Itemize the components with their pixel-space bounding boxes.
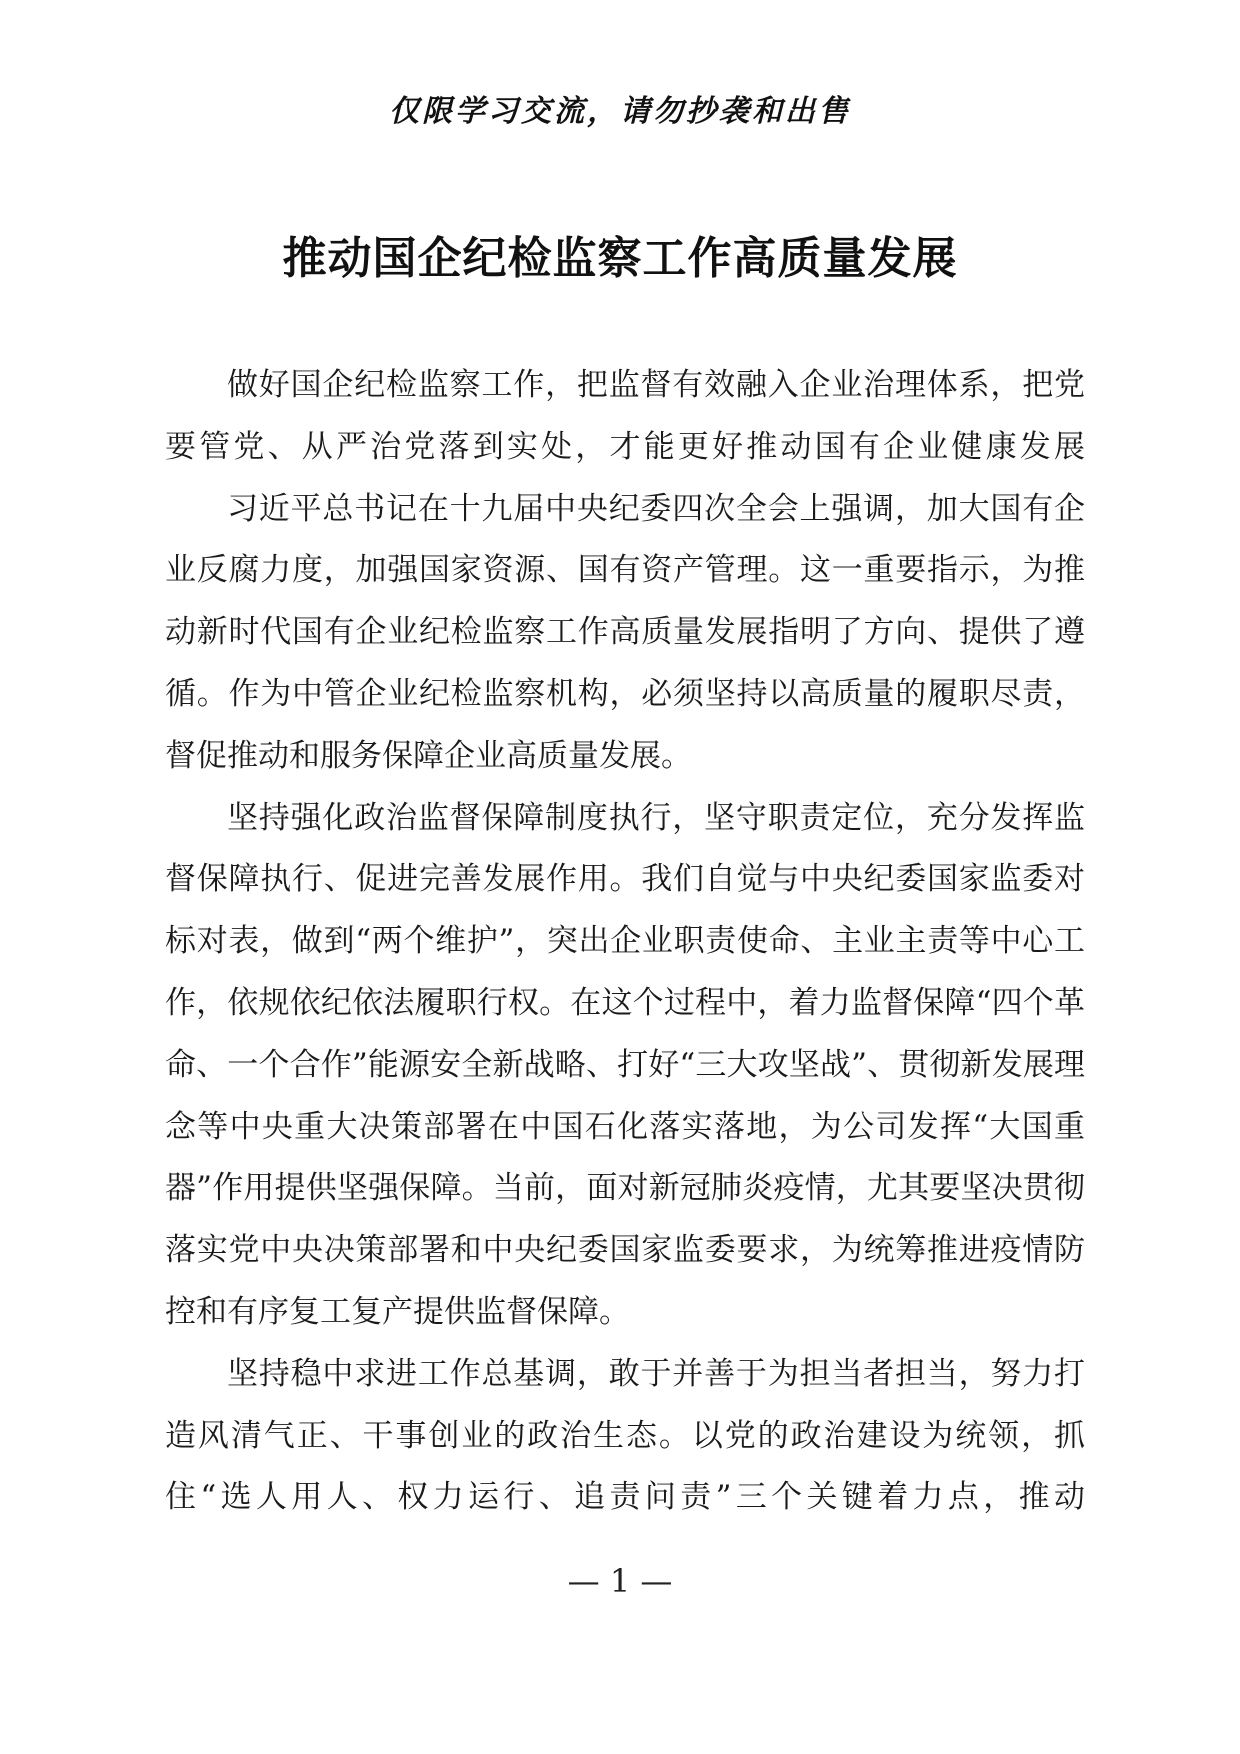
paragraph-4: 坚持稳中求进工作总基调，敢于并善于为担当者担当，努力打造风清气正、干事创业的政治生态。以党的政治建设为统领，抓住“选人用人、权力运行、追责问责”三个关键着力点，推动 [165, 1355, 1085, 1516]
paragraph-2: 习近平总书记在十九届中央纪委四次全会上强调，加大国有企业反腐力度，加强国家资源、国有资产管理。这一重要指示，为推动新时代国有企业纪检监察工作高质量发展指明了方向、提供了遵循。作为中管企业纪检监察机构，必须坚持以高质量的履职尽责，督促推动和服务保障企业高质量发展。 [165, 490, 1085, 774]
paragraph-1: 做好国企纪检监察工作，把监督有效融入企业治理体系，把党要管党、从严治党落到实处，才能更好推动国有企业健康发展 [165, 367, 1085, 465]
document-title: 推动国企纪检监察工作高质量发展 [282, 233, 958, 284]
header-notice: 仅限学习交流，请勿抄袭和出售 [389, 94, 851, 129]
document-body [165, 355, 1085, 1529]
paragraph-3: 坚持强化政治监督保障制度执行，坚守职责定位，充分发挥监督保障执行、促进完善发展作用。我们自觉与中央纪委国家监委对标对表，做到“两个维护”，突出企业职责使命、主业主责等中心工作，依规依纪依法履职行权。在这个过程中，着力监督保障“四个革命、一个合作”能源安全新战略、打好“三大攻坚战”、贯彻新发展理念等中央重大决策部署在中国石化落实落地，为公司发挥“大国重器”作用提供坚强保障。当前，面对新冠肺炎疫情，尤其要坚决贯彻落实党中央决策部署和中央纪委国家监委要求，为统筹推进疫情防控和有序复工复产提供监督保障。 [165, 799, 1085, 1330]
page-number: — 1 — [567, 1562, 673, 1600]
